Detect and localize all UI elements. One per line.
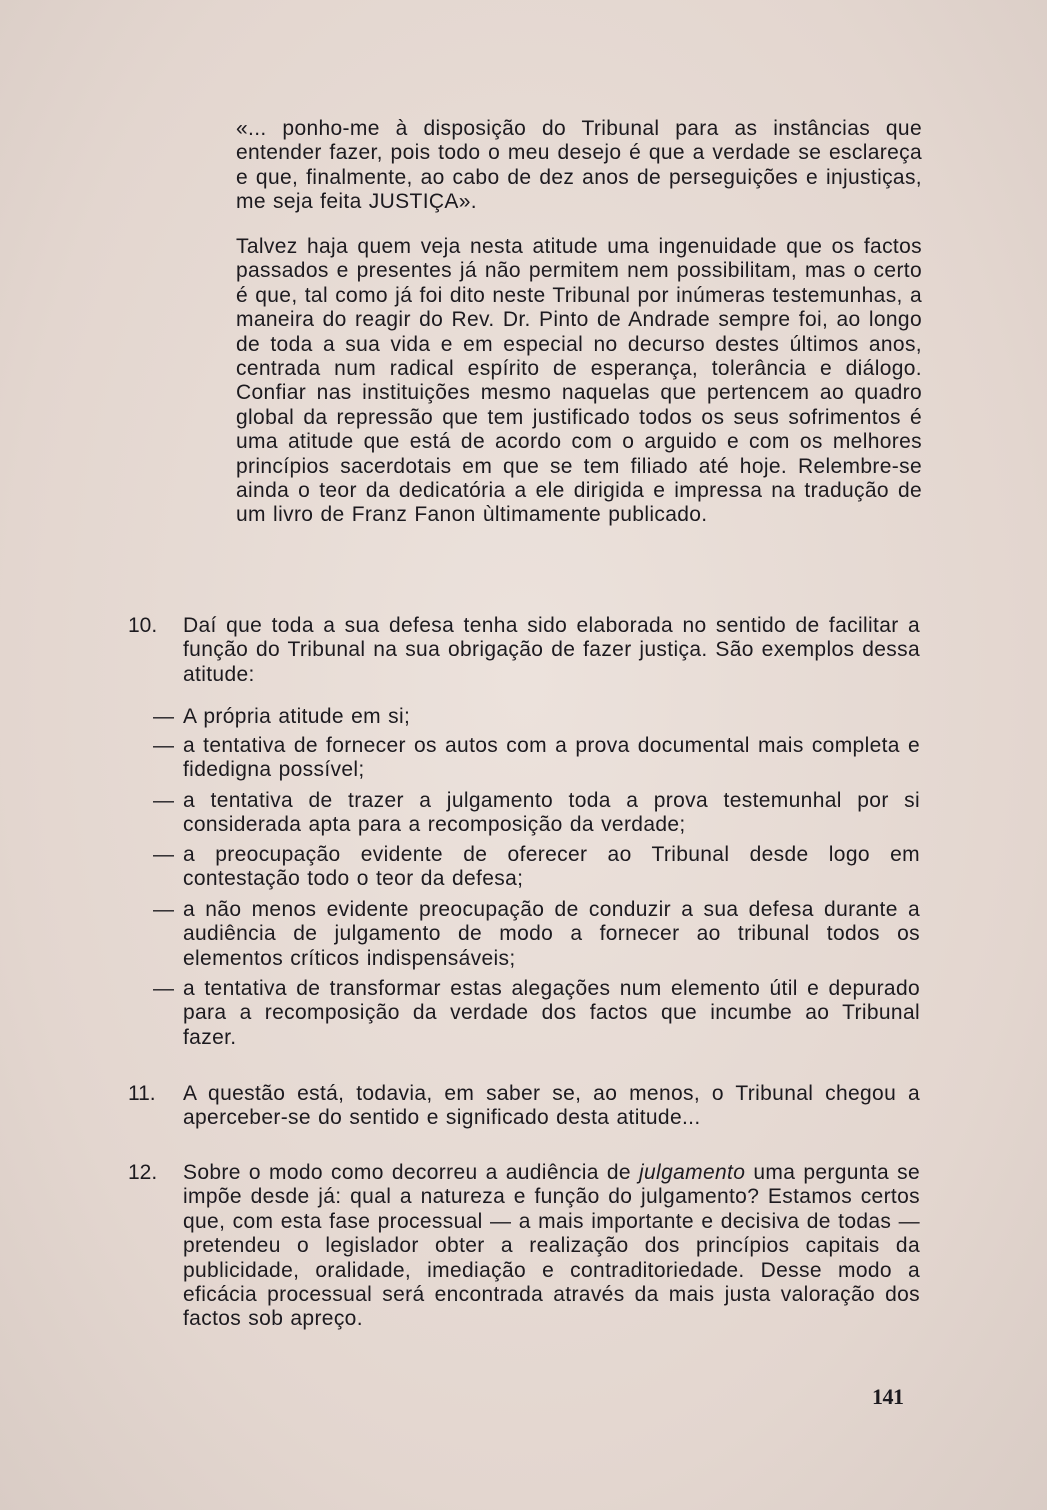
list-item xyxy=(153,734,920,783)
list-item-text: a tentativa de transformar estas alegações num elemento útil e depurado para a recomposição da verdade dos factos que incumbe ao Tribunal fazer. xyxy=(183,977,920,1049)
list-item-text: A própria atitude em si; xyxy=(183,705,411,728)
list-item-text: a tentativa de fornecer os autos com a prova documental mais completa e fidedigna possível; xyxy=(183,734,920,782)
paragraph-text: Talvez haja quem veja nesta atitude uma ingenuidade que os factos passados e presentes já não permitem nem possibilitam, mas o certo é que, tal como já foi dito neste Tribunal por inúmeras testemunhas, a maneira do reagir do Rev. Dr. Pinto de Andrade sempre foi, ao longo de toda a sua vida e em especial no decurso destes últimos anos, centrada num radical espírito de esperança, tolerância e diálogo. Confiar nas instituições mesmo naquelas que pertencem ao quadro global da repressão que tem justificado todos os seus sofrimentos é uma atitude que está de acordo com o arguido e com os melhores princípios sacerdotais em que se tem filiado até hoje. Relembre-se ainda o teor da dedicatória a ele dirigida e impressa na tradução de um livro de Franz Fanon ùltimamente publicado. xyxy=(236,235,922,527)
section-11-number: 11. xyxy=(128,1082,156,1105)
dash-marker: — xyxy=(153,705,174,728)
list-item xyxy=(153,789,920,838)
body-paragraph xyxy=(236,235,922,528)
quote-block xyxy=(236,117,922,215)
section-12-text-end: uma pergunta se impõe desde já: qual a natureza e função do julgamento? Estamos certos que, com esta fase processual — a mais importante e decisiva de todas — pretendeu o legislador obter a realização dos princípios capitais da publicidade, oralidade, imediação e contraditoriedade. Desse modo a eficácia processual será encontrada através da mais justa valoração dos factos sob apreço. xyxy=(183,1161,920,1331)
list-item xyxy=(153,843,920,892)
list-item-text: a não menos evidente preocupação de conduzir a sua defesa durante a audiência de julgamento de modo a fornecer ao tribunal todos os elementos críticos indispensáveis; xyxy=(183,898,920,970)
list-item xyxy=(153,898,920,971)
section-12-number: 12. xyxy=(128,1161,158,1184)
quote-text: «... ponho-me à disposição do Tribunal para as instâncias que entender fazer, pois todo o meu desejo é que a verdade se esclareça e que, finalmente, ao cabo de dez anos de perseguições e injustiças, me seja feita JUSTIÇA». xyxy=(236,117,922,214)
dash-marker: — xyxy=(153,789,174,812)
section-12-italic: julgamento xyxy=(639,1161,746,1184)
section-11-text: A questão está, todavia, em saber se, ao menos, o Tribunal chegou a aperceber-se do sentido e significado desta atitude... xyxy=(183,1082,920,1130)
list-item-text: a tentativa de trazer a julgamento toda a prova testemunhal por si considerada apta para a recomposição da verdade; xyxy=(183,789,920,837)
list-item xyxy=(153,705,920,729)
dash-marker: — xyxy=(153,898,174,921)
section-12-text-start: Sobre o modo como decorreu a audiência de xyxy=(183,1161,640,1184)
dash-marker: — xyxy=(153,977,174,1000)
page-number: 141 xyxy=(872,1384,904,1409)
list-item xyxy=(153,977,920,1050)
section-10-number: 10. xyxy=(128,614,158,637)
section-10-text: Daí que toda a sua defesa tenha sido elaborada no sentido de facilitar a função do Tribunal na sua obrigação de fazer justiça. São exemplos dessa atitude: xyxy=(183,614,920,686)
section-12-text xyxy=(183,1161,920,1332)
list-item-text: a preocupação evidente de oferecer ao Tribunal desde logo em contestação todo o teor da defesa; xyxy=(183,843,920,891)
dash-marker: — xyxy=(153,734,174,757)
dash-marker: — xyxy=(153,843,174,866)
